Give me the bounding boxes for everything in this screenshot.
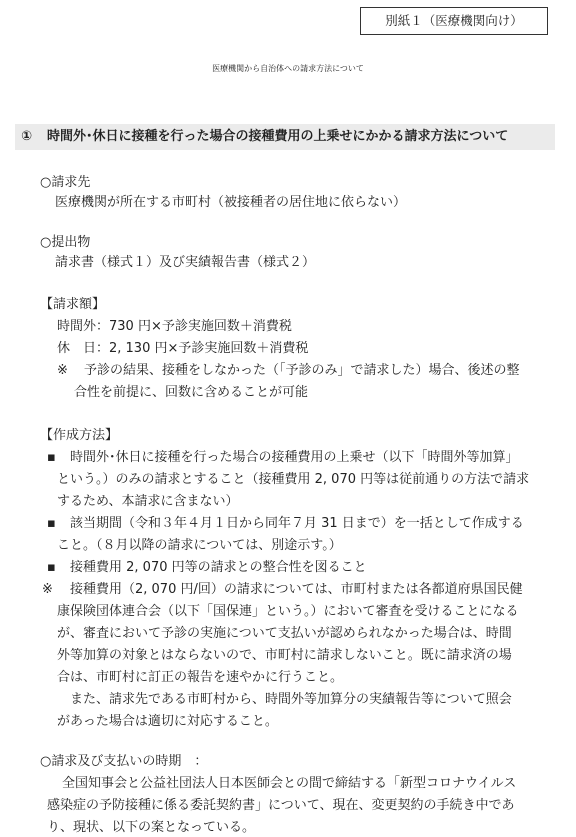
method-note-mark: ※: [42, 582, 53, 597]
timing-heading: ○請求及び支払いの時期 ：: [40, 754, 208, 769]
bullet-icon: ▪: [47, 560, 56, 575]
method-bullet1-line-2: という。）のみの請求とすること（接種費用 2, 070 円等は従前通りの方法で請求: [57, 472, 530, 487]
method-bullet1-line-1: 時間外･休日に接種を行った場合の接種費用の上乗せ（以下「時間外等加算」: [70, 450, 519, 465]
section-heading-bar: [15, 124, 555, 150]
timing-line-1: 全国知事会と公益社団法人日本医師会との間で締結する「新型コロナウイルス: [62, 776, 517, 791]
method-bullet1-line-3: するため、本請求に含まない）: [57, 494, 239, 509]
amount-note-mark: ※: [57, 363, 68, 378]
amount-heading: 【請求額】: [40, 297, 106, 312]
method-note-line-3: が、審査において予診の実施について支払いが認められなかった場合は、時間: [57, 626, 512, 641]
amount-note-line-1: 予診の結果、接種をしなかった（「予診のみ」で請求した）場合、後述の整: [84, 363, 520, 378]
page-title: 医療機関から自治体への請求方法について: [212, 64, 364, 73]
submission-body: 請求書（様式１）及び実績報告書（様式２）: [55, 255, 316, 270]
billing-target-body: 医療機関が所在する市町村（被接種者の居住地に依らない）: [55, 195, 407, 210]
billing-target-heading: ○請求先: [40, 175, 91, 190]
method-heading: 【作成方法】: [40, 428, 119, 443]
method-note-line-4: 外等加算の対象とはならないので、市町村に請求しないこと。既に請求済の場: [57, 648, 512, 663]
attachment-tag: 別紙１（医療機関向け）: [360, 7, 548, 35]
method-note-line-5: 合は、市町村に訂正の報告を速やかに行うこと。: [57, 670, 344, 685]
timing-line-3: り、現状、以下の案となっている。: [47, 820, 256, 835]
amount-holiday-line: 休 日：2, 130 円×予診実施回数＋消費税: [57, 341, 309, 356]
method-bullet2-line-2: こと。（８月以降の請求については、別途示す。）: [57, 538, 342, 553]
method-bullet2-line-1: 該当期間（令和３年４月１日から同年７月 31 日まで）を一括として作成する: [70, 516, 524, 531]
submission-heading: ○提出物: [40, 235, 91, 250]
method-note-line-2: 康保険団体連合会（以下「国保連」という。）において審査を受けることになる: [57, 604, 519, 619]
bullet-icon: ▪: [47, 450, 56, 465]
amount-note-line-2: 合性を前提に、回数に含めることが可能: [74, 385, 309, 400]
method-note-line-6: また、請求先である市町村から、時間外等加算分の実績報告等について照会: [70, 692, 512, 707]
timing-line-2: 感染症の予防接種に係る委託契約書」について、現在、変更契約の手続き中であ: [47, 798, 515, 813]
section-number: ①: [21, 129, 33, 144]
section-heading: 時間外･休日に接種を行った場合の接種費用の上乗せにかかる請求方法について: [47, 129, 509, 144]
amount-overtime-line: 時間外：730 円×予診実施回数＋消費税: [57, 319, 292, 334]
bullet-icon: ▪: [47, 516, 56, 531]
method-bullet3-line-1: 接種費用 2, 070 円等の請求との整合性を図ること: [70, 560, 367, 575]
method-note-line-1: 接種費用（2, 070 円/回）の請求については、市町村または各都道府県国民健: [70, 582, 523, 597]
method-note-line-7: があった場合は適切に対応すること。: [57, 714, 278, 729]
